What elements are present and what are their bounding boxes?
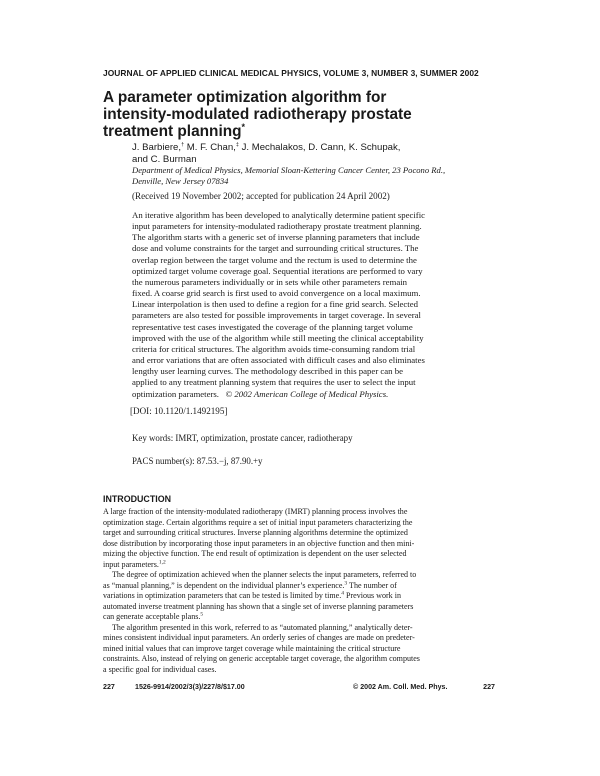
body-text-fragment: as “manual planning,” is dependent on the individual planner’s experience. <box>103 580 345 590</box>
citation-ref: 3 <box>344 579 348 586</box>
body-text-fragment: The number of <box>347 580 397 590</box>
doi: [DOI: 10.1120/1.1492195] <box>130 406 228 416</box>
received-dates: (Received 19 November 2002; accepted for publication 24 April 2002) <box>132 191 390 201</box>
page-footer <box>103 683 495 695</box>
citation-ref: 5 <box>200 611 204 618</box>
section-heading: INTRODUCTION <box>103 494 172 504</box>
abstract-line: optimized target volume coverage goal. Sequential iterations are performed to vary <box>132 265 423 276</box>
body-line: A large fraction of the intensity-modulated radiotherapy (IMRT) planning process involves the <box>103 507 408 516</box>
abstract-line: and error variations that are often associated with difficult cases and also eliminates <box>132 355 425 366</box>
body-text-fragment: variations in optimization parameters that can be tested is limited by time. <box>103 591 342 600</box>
article-title <box>103 89 483 140</box>
body-line: The algorithm presented in this work, referred to as “automated planning,” analytically deter- <box>112 622 413 632</box>
keywords: Key words: IMRT, optimization, prostate cancer, radiotherapy <box>132 433 353 443</box>
body-line: automated inverse treatment planning has shown that a single set of inverse planning parameters <box>103 601 414 611</box>
affiliation <box>132 165 492 186</box>
author-name: J. Barbiere, <box>132 142 182 153</box>
footer-copyright: © 2002 Am. Coll. Med. Phys. <box>353 683 448 691</box>
abstract-line: The algorithm starts with a generic set of inverse planning parameters that include <box>132 232 420 243</box>
body-line: mizing the objective function. The end result of optimization is dependent on the user selected <box>103 549 407 558</box>
author-line <box>132 142 492 154</box>
title-line: A parameter optimization algorithm for <box>103 89 387 106</box>
title-line <box>103 123 483 140</box>
title-footnote-mark: * <box>241 121 246 132</box>
affiliation-line: Denville, New Jersey 07834 <box>132 175 229 186</box>
author-name: J. Mechalakos, D. Cann, K. Schupak, <box>238 142 401 153</box>
abstract-line: lengthy user learning curves. The methodology described in this paper can be <box>132 366 404 377</box>
author-name: M. F. Chan, <box>184 142 236 153</box>
author-footnote-mark: ‡ <box>235 141 239 148</box>
abstract-line: fixed. A coarse grid search is first used to avoid convergence on a local maximum. <box>132 288 421 299</box>
author-footnote-mark: † <box>181 141 185 148</box>
abstract-line: criteria for critical structures. The algorithm avoids time-consuming random trial <box>132 343 416 354</box>
body-text-fragment: Previous work in <box>343 591 401 600</box>
body-line: mined initial values that can improve target coverage while maintaining the critical structure <box>103 643 401 653</box>
body-line: optimization stage. Certain algorithms require a set of initial input parameters characterizing the <box>103 517 413 527</box>
abstract-line: improved with the use of the algorithm while still meeting the clinical acceptability <box>132 332 424 343</box>
abstract-line: applied to any treatment planning system that requires the user to select the input <box>132 377 416 388</box>
body-line <box>103 560 495 571</box>
citation-ref: 1,2 <box>158 558 166 565</box>
title-line-text: treatment planning <box>103 123 242 140</box>
abstract-line: An iterative algorithm has been developed to analytically determine patient specific <box>132 210 426 220</box>
body-text-fragment: can generate acceptable plans. <box>103 612 201 621</box>
body-line: a specific goal for individual cases. <box>103 664 217 674</box>
abstract <box>132 210 494 400</box>
abstract-line <box>132 389 494 400</box>
body-line: mines consistent individual input parameters. An orderly series of changes are made on predeter- <box>103 633 415 642</box>
abstract-line: Linear interpolation is then used to define a region for a fine grid search. Selected <box>132 299 418 310</box>
author-line: and C. Burman <box>132 154 197 165</box>
affiliation-line: Department of Medical Physics, Memorial Sloan-Kettering Cancer Center, 23 Pocono Rd., <box>132 165 446 175</box>
abstract-line: representative test cases investigated the coverage of the planning target volume <box>132 321 413 332</box>
title-line: intensity-modulated radiotherapy prostate <box>103 106 412 123</box>
abstract-line: parameters are also tested for possible improvements in target coverage. In several <box>132 310 421 321</box>
author-list <box>132 142 492 166</box>
page-number: 227 <box>103 683 115 691</box>
body-line: dose distribution by incorporating those input parameters in an objective function and then mini- <box>103 538 415 548</box>
journal-header: JOURNAL OF APPLIED CLINICAL MEDICAL PHYSICS, VOLUME 3, NUMBER 3, SUMMER 2002 <box>103 68 479 78</box>
page-number: 227 <box>483 683 495 691</box>
body-line: target and surrounding critical structures. Inverse planning algorithms determine the optimized <box>103 528 408 537</box>
issn-code: 1526-9914/2002/3(3)/227/8/$17.00 <box>135 683 245 691</box>
body-line: constraints. Also, instead of relying on generic acceptable target coverage, the algorithm computes <box>103 654 420 663</box>
abstract-line: overlap region between the target volume and the rectum is used to determine the <box>132 254 417 265</box>
pacs-numbers: PACS number(s): 87.53.−j, 87.90.+y <box>132 456 263 466</box>
body-line: The degree of optimization achieved when the planner selects the input parameters, referred to <box>112 570 417 579</box>
body-line <box>103 581 495 592</box>
abstract-line: the numerous parameters individually or in sets while other parameters remain <box>132 276 408 287</box>
citation-ref: 4 <box>341 590 344 597</box>
abstract-copyright: © 2002 American College of Medical Physics. <box>225 388 389 399</box>
body-line <box>103 591 495 602</box>
body-line <box>103 612 495 623</box>
abstract-line: input parameters for intensity-modulated radiotherapy prostate treatment planning. <box>132 221 422 232</box>
body-text-fragment: input parameters. <box>103 559 159 569</box>
introduction-text <box>103 507 495 675</box>
abstract-line: dose and volume constraints for the target and surrounding critical structures. The <box>132 243 419 254</box>
abstract-last-text: optimization parameters. <box>132 388 219 399</box>
